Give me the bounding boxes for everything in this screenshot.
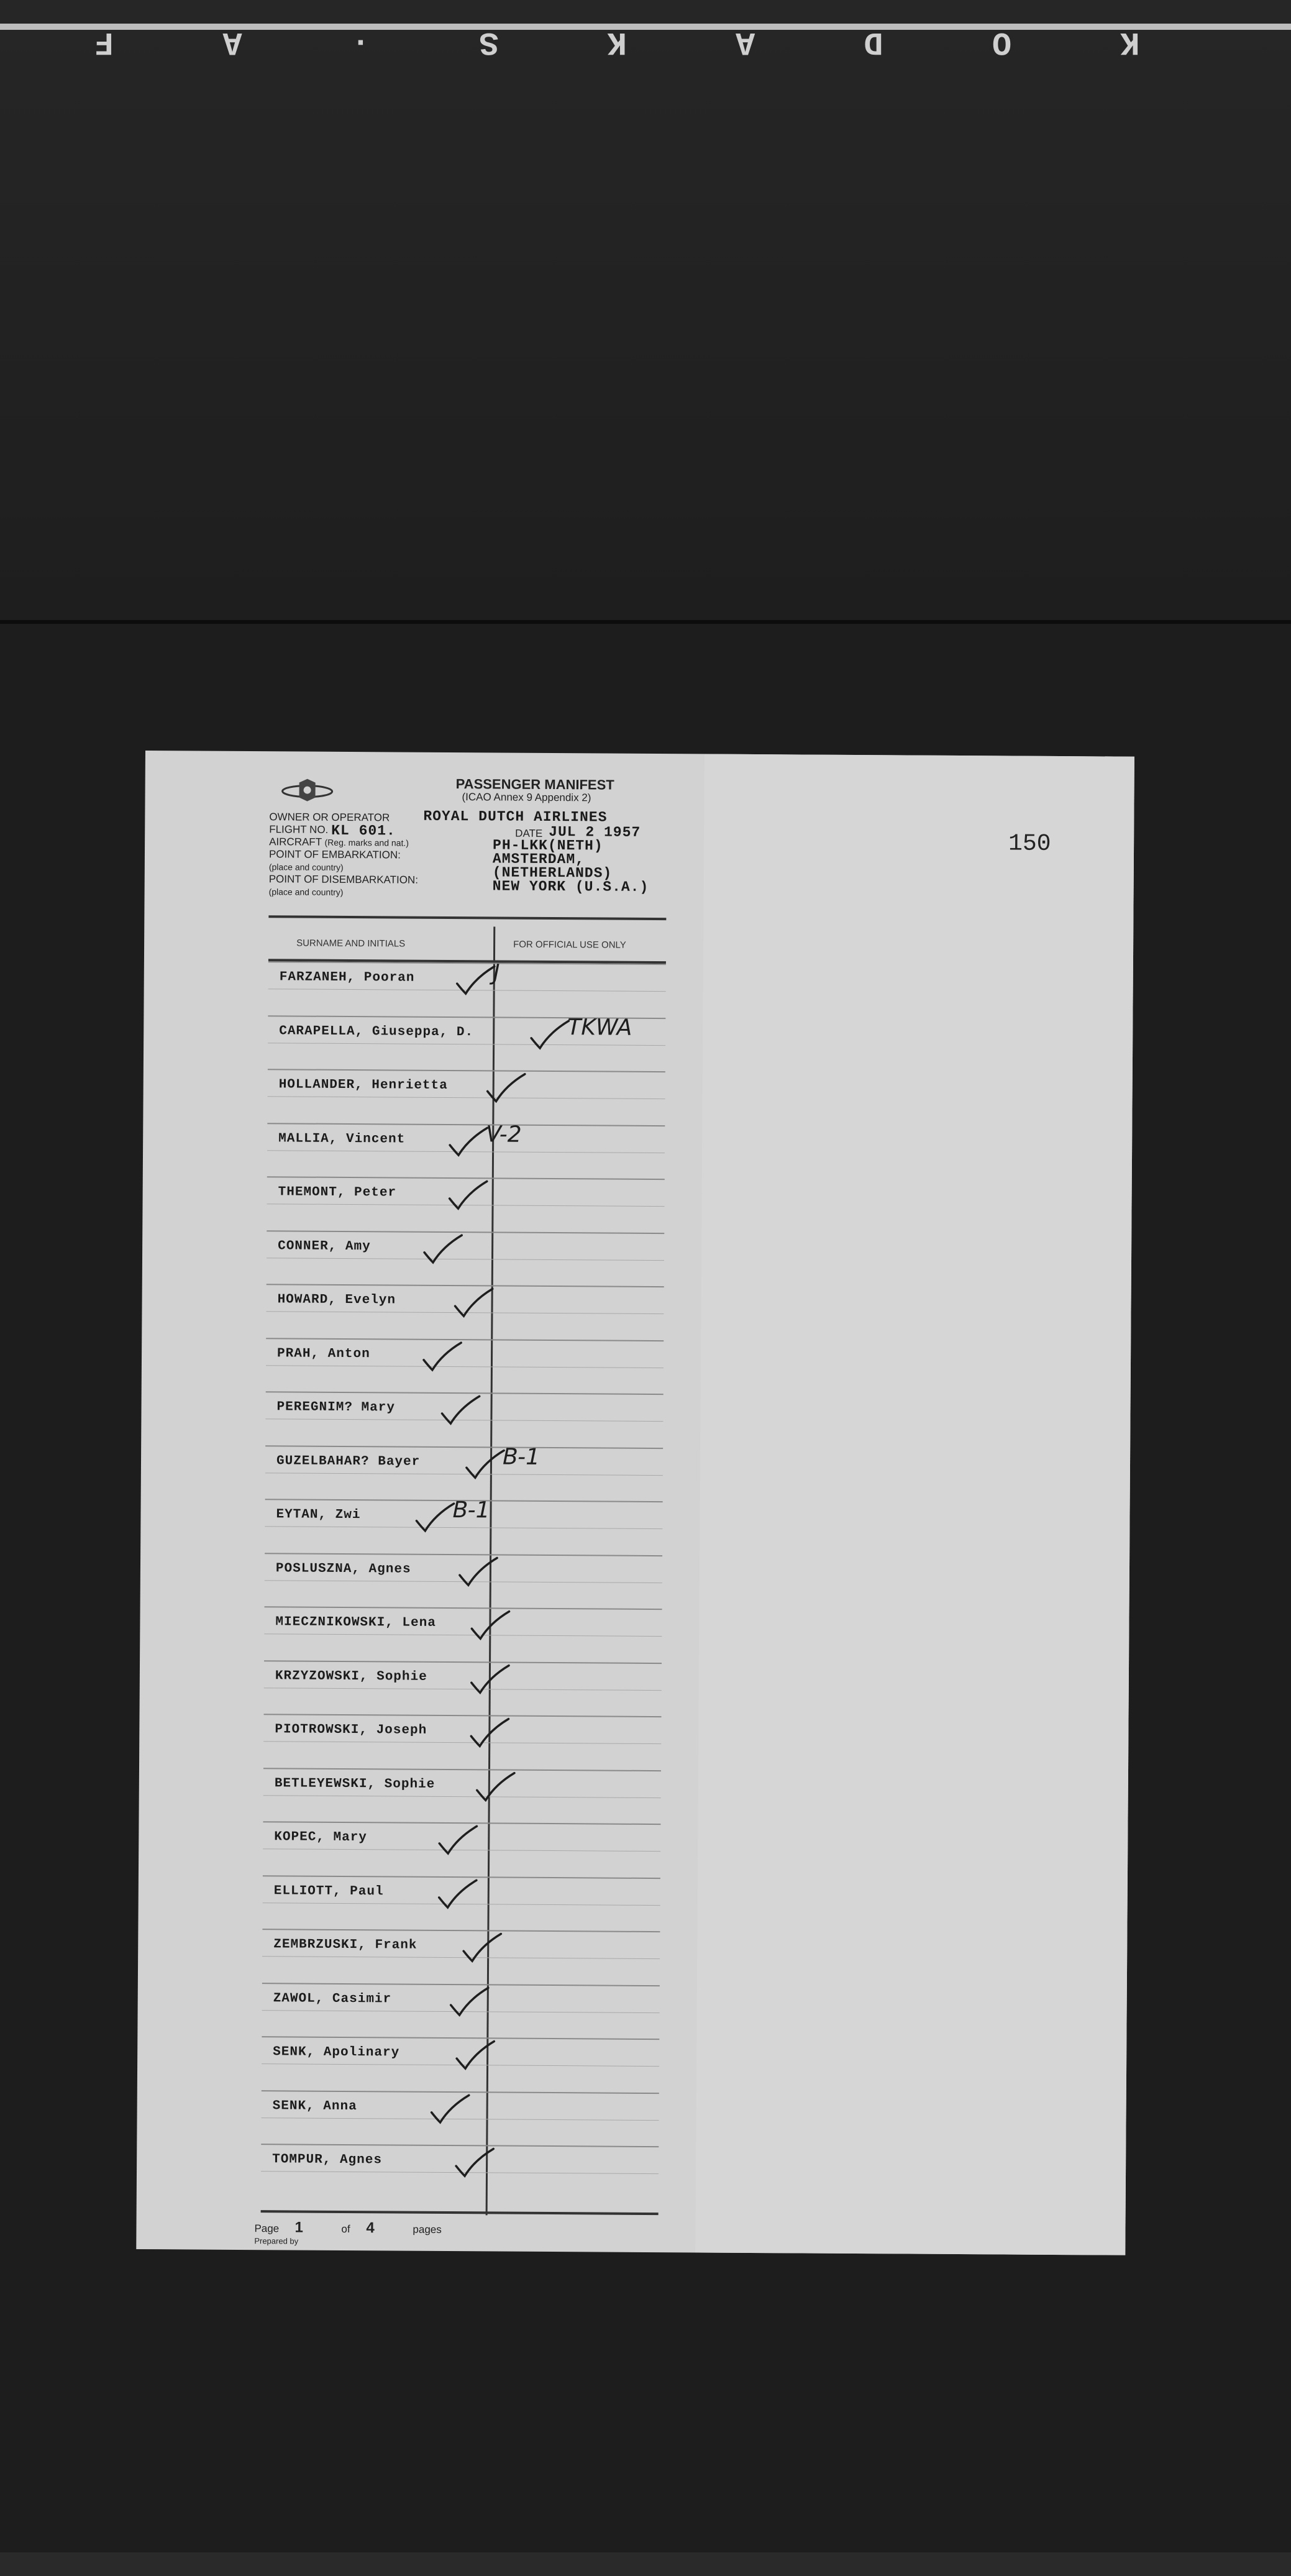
passenger-row	[265, 1391, 664, 1447]
passenger-name: TOMPUR, Agnes	[272, 2152, 383, 2168]
passenger-name: ELLIOTT, Paul	[273, 1883, 384, 1899]
passenger-row	[263, 1821, 661, 1877]
passenger-name: CONNER, Amy	[278, 1238, 371, 1254]
aircraft-label	[269, 836, 409, 849]
passenger-name: MIECZNIKOWSKI, Lena	[275, 1615, 436, 1630]
row-subrule	[263, 1741, 661, 1744]
passenger-name: KOPEC, Mary	[274, 1830, 368, 1845]
embarkation-value-country: (NETHERLANDS)	[492, 864, 613, 882]
embarkation-note	[269, 861, 344, 874]
flight-value: KL 601.	[331, 822, 396, 839]
passenger-row	[265, 1445, 664, 1501]
official-note: J	[493, 960, 500, 986]
passenger-row	[265, 1499, 663, 1555]
checkmark-icon	[437, 1822, 480, 1860]
row-subrule	[268, 1096, 665, 1099]
checkmark-icon	[422, 1231, 465, 1268]
official-note: B-1	[452, 1497, 490, 1523]
checkmark-icon	[429, 2091, 472, 2128]
row-subrule	[265, 1526, 662, 1529]
film-frame-top	[0, 0, 1291, 621]
passenger-row	[263, 1768, 661, 1824]
passenger-row	[262, 1875, 660, 1931]
passenger-row	[263, 1714, 662, 1770]
embarkation-note-text: (place and country)	[268, 862, 344, 872]
passenger-row	[267, 1069, 665, 1125]
embarkation-label: POINT OF EMBARKATION:	[268, 848, 401, 861]
passenger-row	[266, 1284, 664, 1340]
checkmark-icon	[421, 1338, 465, 1376]
checkmark-icon	[454, 2037, 498, 2075]
checkmark-icon	[457, 1554, 501, 1591]
disembarkation-label: POINT OF DISEMBARKATION:	[268, 873, 419, 886]
form-subtitle: (ICAO Annex 9 Appendix 2)	[462, 791, 591, 804]
passenger-name: HOWARD, Evelyn	[277, 1292, 396, 1308]
passenger-name: THEMONT, Peter	[278, 1185, 397, 1200]
passenger-name: MALLIA, Vincent	[278, 1131, 406, 1147]
passenger-row	[265, 1553, 663, 1609]
checkmark-icon	[414, 1500, 457, 1537]
manifest-page	[136, 751, 1134, 2255]
checkmark-icon	[464, 1446, 508, 1484]
passenger-name: ZEMBRZUSKI, Frank	[273, 1937, 417, 1953]
passenger-name: SENK, Anna	[272, 2098, 357, 2114]
row-subrule	[264, 1688, 662, 1691]
passenger-row	[266, 1338, 664, 1394]
footer-page-number	[294, 2219, 303, 2237]
passenger-name: PIOTROWSKI, Joseph	[275, 1722, 427, 1738]
checkmark-icon	[475, 1769, 518, 1806]
checkmark-icon	[455, 962, 498, 1000]
aircraft-value: PH-LKK(NETH)	[492, 837, 603, 854]
passenger-row	[262, 2036, 660, 2092]
disembarkation-note	[269, 885, 344, 898]
footer-prepared-by: Prepared by	[254, 2236, 299, 2246]
flight-label: FLIGHT NO.	[269, 823, 329, 836]
passenger-name: CARAPELLA, Giuseppa, D.	[279, 1023, 474, 1039]
aircraft-note: (Reg. marks and nat.)	[324, 837, 409, 848]
footer-of-label: of	[341, 2222, 350, 2236]
passenger-row	[261, 2090, 659, 2146]
passenger-name: PRAH, Anton	[277, 1346, 370, 1361]
passenger-name: KRZYZOWSKI, Sophie	[275, 1668, 427, 1684]
checkmark-icon	[449, 1984, 492, 2021]
column-header-surname: SURNAME AND INITIALS	[296, 938, 406, 949]
passenger-row	[267, 1123, 665, 1179]
footer-page-number-value: 1	[294, 2219, 303, 2236]
passenger-row	[261, 2144, 659, 2199]
official-note: V-2	[486, 1121, 522, 1148]
airline-logo-icon	[280, 777, 334, 803]
checkmark-icon	[469, 1661, 513, 1699]
film-frame-bottom	[0, 2552, 1291, 2576]
footer-page-label: Page	[254, 2222, 280, 2235]
passenger-name: FARZANEH, Pooran	[279, 970, 415, 985]
checkmark-icon	[468, 1715, 512, 1752]
checkmark-icon	[461, 1930, 504, 1967]
page-blank-area	[695, 754, 1134, 2255]
passenger-name: ZAWOL, Casimir	[273, 1991, 392, 2006]
checkmark-icon	[529, 1016, 572, 1054]
footer-total-pages	[366, 2219, 375, 2237]
row-subrule	[263, 1795, 661, 1798]
passenger-name: BETLEYEWSKI, Sophie	[274, 1776, 436, 1792]
film-edge-text: K O D A K S · A F	[50, 24, 1140, 60]
disembarkation-note-text: (place and country)	[268, 887, 344, 897]
passenger-row	[268, 961, 666, 1017]
embarkation-value-city: AMSTERDAM,	[492, 851, 585, 868]
passenger-name: SENK, Apolinary	[273, 2045, 400, 2060]
checkmark-icon	[439, 1392, 483, 1430]
checkmark-icon	[452, 1285, 496, 1322]
checkmark-icon	[447, 1177, 490, 1215]
owner-label: OWNER OR OPERATOR	[269, 811, 390, 824]
frame-divider	[0, 620, 1291, 624]
passenger-row	[264, 1606, 662, 1662]
passenger-row	[262, 1983, 660, 2039]
passenger-name: GUZELBAHAR? Bayer	[276, 1453, 421, 1469]
passenger-name: HOLLANDER, Henrietta	[278, 1077, 448, 1093]
official-note: TKWA	[567, 1014, 632, 1041]
date-label: DATE	[515, 827, 543, 839]
passenger-name: PEREGNIM? Mary	[276, 1400, 396, 1415]
table-bottom-rule	[261, 2210, 659, 2215]
footer-total-pages-value: 4	[366, 2219, 375, 2237]
disembarkation-value: NEW YORK (U.S.A.)	[492, 878, 649, 895]
date-value: JUL 2 1957	[549, 823, 641, 841]
column-header-official: FOR OFFICIAL USE ONLY	[513, 939, 626, 951]
row-subrule	[264, 1633, 662, 1637]
passenger-row	[268, 1015, 666, 1071]
passenger-name: POSLUSZNA, Agnes	[275, 1561, 411, 1577]
checkmark-icon	[469, 1607, 513, 1645]
checkmark-icon	[454, 2145, 497, 2182]
passenger-row	[267, 1176, 665, 1232]
aircraft-label-text: AIRCRAFT	[269, 836, 322, 848]
row-subrule	[268, 1043, 665, 1046]
passenger-row	[262, 1929, 660, 1985]
page-number: 150	[1008, 830, 1051, 857]
passenger-name: EYTAN, Zwi	[276, 1507, 361, 1523]
owner-value: ROYAL DUTCH AIRLINES	[423, 808, 608, 826]
passenger-row	[267, 1230, 665, 1286]
checkmark-icon	[447, 1123, 491, 1161]
passenger-row	[264, 1660, 662, 1716]
footer-pages-label: pages	[413, 2223, 442, 2236]
form-title: PASSENGER MANIFEST	[455, 776, 614, 793]
header-rule	[268, 915, 666, 920]
checkmark-icon	[437, 1876, 480, 1913]
checkmark-icon	[485, 1070, 529, 1107]
official-note: B-1	[502, 1444, 541, 1470]
